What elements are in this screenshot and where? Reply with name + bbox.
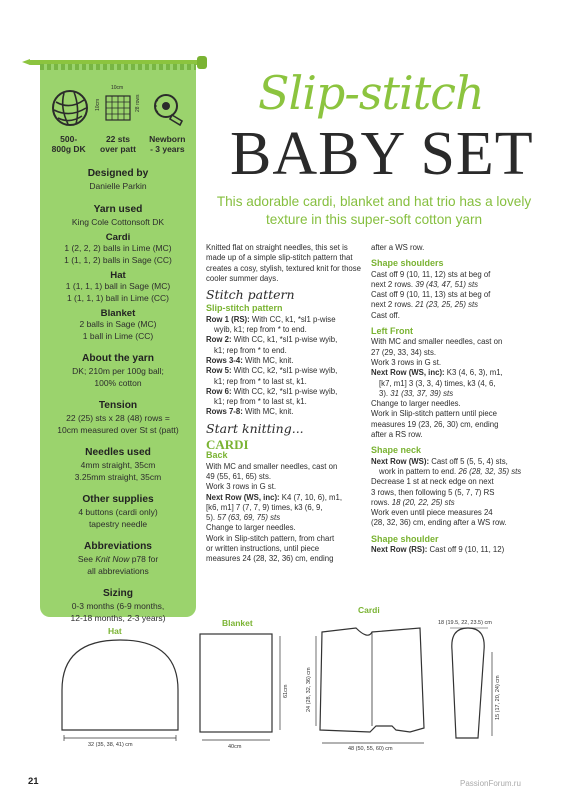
hat-diagram-label: Hat <box>108 626 122 636</box>
neck-line: (28, 32, 36) cm, ending after a WS row. <box>371 518 507 528</box>
blanket-yarn-mc: 2 balls in Sage (MC) <box>79 319 157 330</box>
left-front-line: Work in Slip-stitch pattern until piece <box>371 409 497 419</box>
sleeve-length-label: 15 (17, 20, 24) cm <box>495 675 501 720</box>
sleeve-shape <box>452 628 484 738</box>
back-next-row: Next Row (WS, inc): K4 (7, 10, 6), m1, <box>206 492 343 502</box>
abbreviations-l2: all abbreviations <box>87 565 149 576</box>
blanket-shape <box>200 634 272 732</box>
left-front-line: after a RS row. <box>371 430 423 440</box>
left-front-line: [k7, m1] 3 (3, 3, 4) times, k3 (4, 6, <box>379 378 496 388</box>
left-front-line: 27 (29, 33, 34) sts. <box>371 347 437 357</box>
neck-line: work in pattern to end. 26 (28, 32, 35) sts <box>379 466 522 476</box>
row-2-cont: k1; rep from * to end. <box>214 345 287 355</box>
row-5: Row 5: With CC, k2, *sl1 p-wise wyib, <box>206 366 338 376</box>
tension-l2: 10cm measured over St st (patt) <box>57 424 179 435</box>
back-line: measures 24 (28, 32, 36) cm, ending <box>206 554 334 564</box>
intro-text: This adorable cardi, blanket and hat trio has a lovely texture in this super-soft cotton yarn <box>216 194 532 227</box>
blanket-height-label: 61cm <box>283 684 289 698</box>
hat-shape <box>62 640 178 730</box>
cardi-height-label: 24 (28, 32, 36) cm <box>306 667 312 712</box>
yarn-heading: Yarn used <box>93 203 143 215</box>
blanket-diagram-label: Blanket <box>222 618 253 628</box>
shoulders-line: next 2 rows. 21 (23, 25, 25) sts <box>371 300 479 310</box>
back-line: 5). 57 (63, 69, 75) sts <box>206 513 281 523</box>
abbreviations-l1: See Knit Now p78 for <box>77 554 159 565</box>
cardi-yarn-heading: Cardi <box>105 232 131 244</box>
start-knitting-heading: Start knitting... <box>206 420 304 436</box>
shoulder-next-row: Next Row (RS): Cast off 9 (10, 11, 12) <box>371 545 505 555</box>
abbreviations-heading: Abbreviations <box>84 541 152 553</box>
neck-line: Decrease 1 st at neck edge on next <box>371 477 494 487</box>
row-2: Row 2: With CC, k1, *sl1 p-wise wyib, <box>206 335 338 345</box>
sizing-l1: 0-3 months (6-9 months, <box>71 601 165 612</box>
watermark: PassionForum.ru <box>460 779 521 788</box>
tension-left-label: 10cm <box>95 98 101 111</box>
needles-l1: 4mm straight, 35cm <box>80 460 156 471</box>
left-front-line: 3). 31 (33, 37, 39) sts <box>379 388 454 398</box>
blanket-yarn-heading: Blanket <box>100 308 136 320</box>
shoulders-line: Cast off 9 (10, 11, 12) sts at beg of <box>371 269 491 279</box>
shape-shoulder-heading: Shape shoulder <box>371 533 439 544</box>
row-1-cont: wyib, k1; rep from * to end. <box>214 325 307 335</box>
neck-next-row: Next Row (WS): Cast off 5 (5, 5, 4) sts, <box>371 456 508 466</box>
blanket-width-label: 40cm <box>228 744 242 750</box>
back-line: or written instructions, until piece <box>206 544 320 554</box>
sleeve-top-label: 18 (19.5, 22, 23.5) cm <box>438 620 492 626</box>
back-line: Work in Slip-stitch pattern, from chart <box>206 533 335 543</box>
slip-stitch-heading: Slip-stitch pattern <box>206 303 283 314</box>
shoulders-line: Cast off. <box>371 310 400 320</box>
about-yarn-l1: DK; 210m per 100g ball; <box>72 366 164 377</box>
hat-yarn-cc: 1 (1, 1, 1) ball in Lime (CC) <box>66 292 170 303</box>
back-line: Change to larger needles. <box>206 523 296 533</box>
stitch-pattern-heading: Stitch pattern <box>206 287 295 303</box>
hat-yarn-mc: 1 (1, 1, 1) ball in Sage (MC) <box>65 281 171 292</box>
tension-right-label: 28 rows <box>135 94 141 112</box>
yarn-value: King Cole Cottonsoft DK <box>71 216 165 227</box>
needles-heading: Needles used <box>85 447 151 459</box>
needles-l2: 3.25mm straight, 35cm <box>74 471 162 482</box>
tension-l1: 22 (25) sts x 28 (48) rows = <box>66 413 170 424</box>
size-label: Newborn - 3 years <box>149 134 186 155</box>
title-script: Slip-stitch <box>258 66 484 120</box>
rows-3-4: Rows 3-4: With MC, knit. <box>206 355 294 365</box>
hat-yarn-heading: Hat <box>110 270 126 282</box>
left-front-next-row: Next Row (WS, inc): K3 (4, 6, 3), m1, <box>371 368 503 378</box>
hat-width-arrow <box>64 735 176 741</box>
shape-shoulders-heading: Shape shoulders <box>371 258 444 269</box>
sizing-heading: Sizing <box>103 588 133 600</box>
hat-width-label: 32 (35, 38, 41) cm <box>88 742 133 748</box>
row-5-cont: k1; rep from * to last st, k1. <box>214 376 307 386</box>
rows-7-8: Rows 7-8: With MC, knit. <box>206 407 294 417</box>
back-heading: Back <box>206 450 228 461</box>
shoulders-line: next 2 rows. 39 (43, 47, 51) sts <box>371 279 479 289</box>
cardi-diagram-label: Cardi <box>358 605 380 615</box>
row-6-cont: k1; rep from * to last st, k1. <box>214 397 307 407</box>
left-front-line: measures 19 (23, 26, 30) cm, ending <box>371 419 499 429</box>
page-number: 21 <box>28 776 39 787</box>
cardi-width-label: 48 (50, 55, 60) cm <box>348 746 393 752</box>
cardi-heading: CARDI <box>206 437 249 453</box>
cardi-yarn-mc: 1 (2, 2, 2) balls in Lime (MC) <box>64 243 172 254</box>
sizing-l2: 12-18 months, 2-3 years) <box>70 612 166 623</box>
supplies-l1: 4 buttons (cardi only) <box>78 507 158 518</box>
supplies-l2: tapestry needle <box>88 518 148 529</box>
left-front-line: Work 3 rows in G st. <box>371 357 442 367</box>
yarn-weight-label: 500- 800g DK <box>51 134 86 155</box>
left-front-heading: Left Front <box>371 326 413 337</box>
neck-line: 3 rows, then following 5 (5, 7, 7) RS <box>371 487 495 497</box>
tension-label: 22 sts over patt <box>100 134 136 155</box>
cardi-yarn-cc: 1 (1, 1, 2) balls in Sage (CC) <box>64 254 172 265</box>
tension-top-label: 10cm <box>111 85 124 91</box>
pattern-intro: Knitted flat on straight needles, this set is made up of a simple slip-stitch pattern that creates a cosy, stylish, textured knit for those cooler summer days. <box>206 243 361 283</box>
page-title: BABY SET <box>230 120 534 188</box>
back-line: With MC and smaller needles, cast on <box>206 461 338 471</box>
back-line: 49 (55, 61, 65) sts. <box>206 471 272 481</box>
tension-heading: Tension <box>98 400 138 412</box>
left-front-line: Change to larger needles. <box>371 399 461 409</box>
back-line: [k6, m1] 7 (7, 7, 9) times, k3 (6, 9, <box>206 502 323 512</box>
designer-heading: Designed by <box>87 168 149 180</box>
back-line: Work 3 rows in G st. <box>206 482 277 492</box>
blanket-yarn-cc: 1 ball in Lime (CC) <box>82 330 154 341</box>
row-6: Row 6: With CC, k2, *sl1 p-wise wyib, <box>206 386 338 396</box>
row-1: Row 1 (RS): With CC, k1, *sl1 p-wise <box>206 314 336 324</box>
designer-name: Danielle Parkin <box>89 181 147 192</box>
neck-line: Work even until piece measures 24 <box>371 508 493 518</box>
shoulders-line: Cast off 9 (10, 11, 13) sts at beg of <box>371 290 491 300</box>
supplies-heading: Other supplies <box>82 494 154 506</box>
neck-line: rows. 18 (20, 22, 25) sts <box>371 497 455 507</box>
about-yarn-l2: 100% cotton <box>94 377 142 388</box>
back-end-line: after a WS row. <box>371 243 425 252</box>
about-yarn-heading: About the yarn <box>82 353 154 365</box>
left-front-line: With MC and smaller needles, cast on <box>371 337 503 347</box>
shape-neck-heading: Shape neck <box>371 445 422 456</box>
